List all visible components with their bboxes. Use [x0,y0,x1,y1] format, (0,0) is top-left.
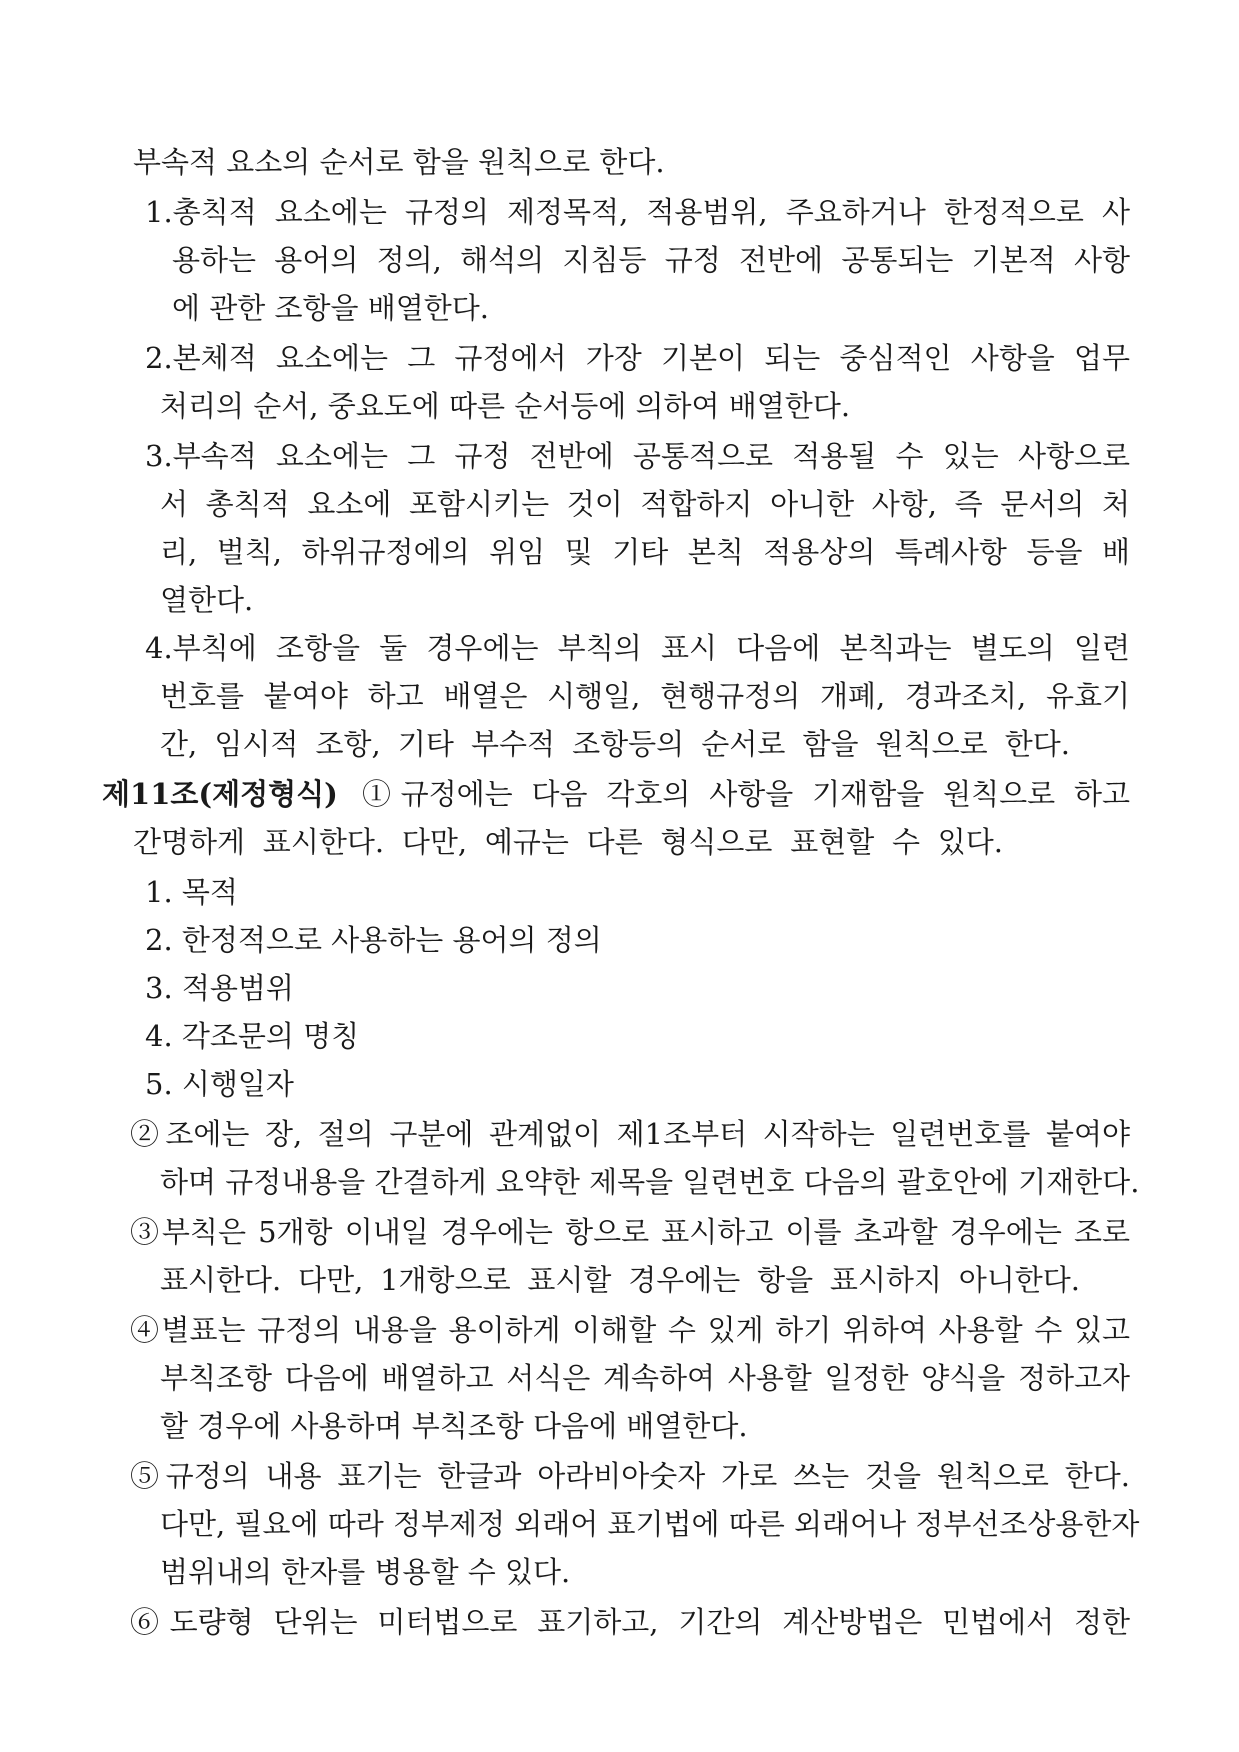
text-line: 처리의 순서, 중요도에 따른 순서등에 의하여 배열한다. [160,389,851,423]
text-line: 부칙조항 다음에 배열하고 서식은 계속하여 사용할 일정한 양식을 정하고자 [160,1361,1130,1395]
text-line: 부속적 요소의 순서로 함을 원칙으로 한다. [133,145,665,179]
text-line: 용하는 용어의 정의, 해석의 지침등 규정 전반에 공통되는 기본적 사항 [172,243,1130,277]
text-line: 에 관한 조항을 배열한다. [172,291,490,325]
text-line: 서 총칙적 요소에 포함시키는 것이 적합하지 아니한 사항, 즉 문서의 처 [160,487,1130,521]
article-paragraph-2: ②조에는 장, 절의 구분에 관계없이 제1조부터 시작하는 일련번호를 붙여야 [130,1117,1130,1151]
article-paragraph-4: ④별표는 규정의 내용을 용이하게 이해할 수 있게 하기 위하여 사용할 수 있고 [130,1313,1130,1347]
list-item: 5. 시행일자 [145,1067,294,1101]
list-item: 2. 한정적으로 사용하는 용어의 정의 [145,923,602,957]
list-item: 3. 적용범위 [145,971,294,1005]
text-line: 범위내의 한자를 병용할 수 있다. [160,1555,571,1589]
text-line: 간명하게 표시한다. 다만, 예규는 다른 형식으로 표현할 수 있다. [133,825,1003,859]
list-item: 4.부칙에 조항을 둘 경우에는 부칙의 표시 다음에 본칙과는 별도의 일련 [145,631,1130,665]
text-line: 표시한다. 다만, 1개항으로 표시할 경우에는 항을 표시하지 아니한다. [160,1263,1080,1297]
article-heading: 제11조(제정형식) [102,777,338,811]
article-paragraph-3: ③부칙은 5개항 이내일 경우에는 항으로 표시하고 이를 초과할 경우에는 조로 [130,1215,1130,1249]
text-line: 열한다. [160,583,254,617]
text-line: 할 경우에 사용하며 부칙조항 다음에 배열한다. [160,1409,748,1443]
article-paragraph-5: ⑤규정의 내용 표기는 한글과 아라비아숫자 가로 쓰는 것을 원칙으로 한다. [130,1459,1130,1493]
list-item: 1.총칙적 요소에는 규정의 제정목적, 적용범위, 주요하거나 한정적으로 사 [145,195,1130,229]
list-item: 2.본체적 요소에는 그 규정에서 가장 기본이 되는 중심적인 사항을 업무 [145,341,1130,375]
list-item: 1. 목적 [145,875,238,909]
text-line: 하며 규정내용을 간결하게 요약한 제목을 일련번호 다음의 괄호안에 기재한다. [160,1165,1140,1199]
article-paragraph-1: ①규정에는 다음 각호의 사항을 기재함을 원칙으로 하고 [362,777,1130,811]
text-line: 번호를 붙여야 하고 배열은 시행일, 현행규정의 개폐, 경과조치, 유효기 [160,679,1130,713]
text-line: 간, 임시적 조항, 기타 부수적 조항등의 순서로 함을 원칙으로 한다. [160,727,1070,761]
list-item: 3.부속적 요소에는 그 규정 전반에 공통적으로 적용될 수 있는 사항으로 [145,439,1130,473]
list-item: 4. 각조문의 명칭 [145,1019,360,1053]
text-line: 다만, 필요에 따라 정부제정 외래어 표기법에 따른 외래어나 정부선조상용한자 [160,1507,1140,1541]
article-paragraph-6: ⑥도량형 단위는 미터법으로 표기하고, 기간의 계산방법은 민법에서 정한 [130,1605,1130,1639]
text-line: 리, 벌칙, 하위규정에의 위임 및 기타 본칙 적용상의 특례사항 등을 배 [160,535,1130,569]
